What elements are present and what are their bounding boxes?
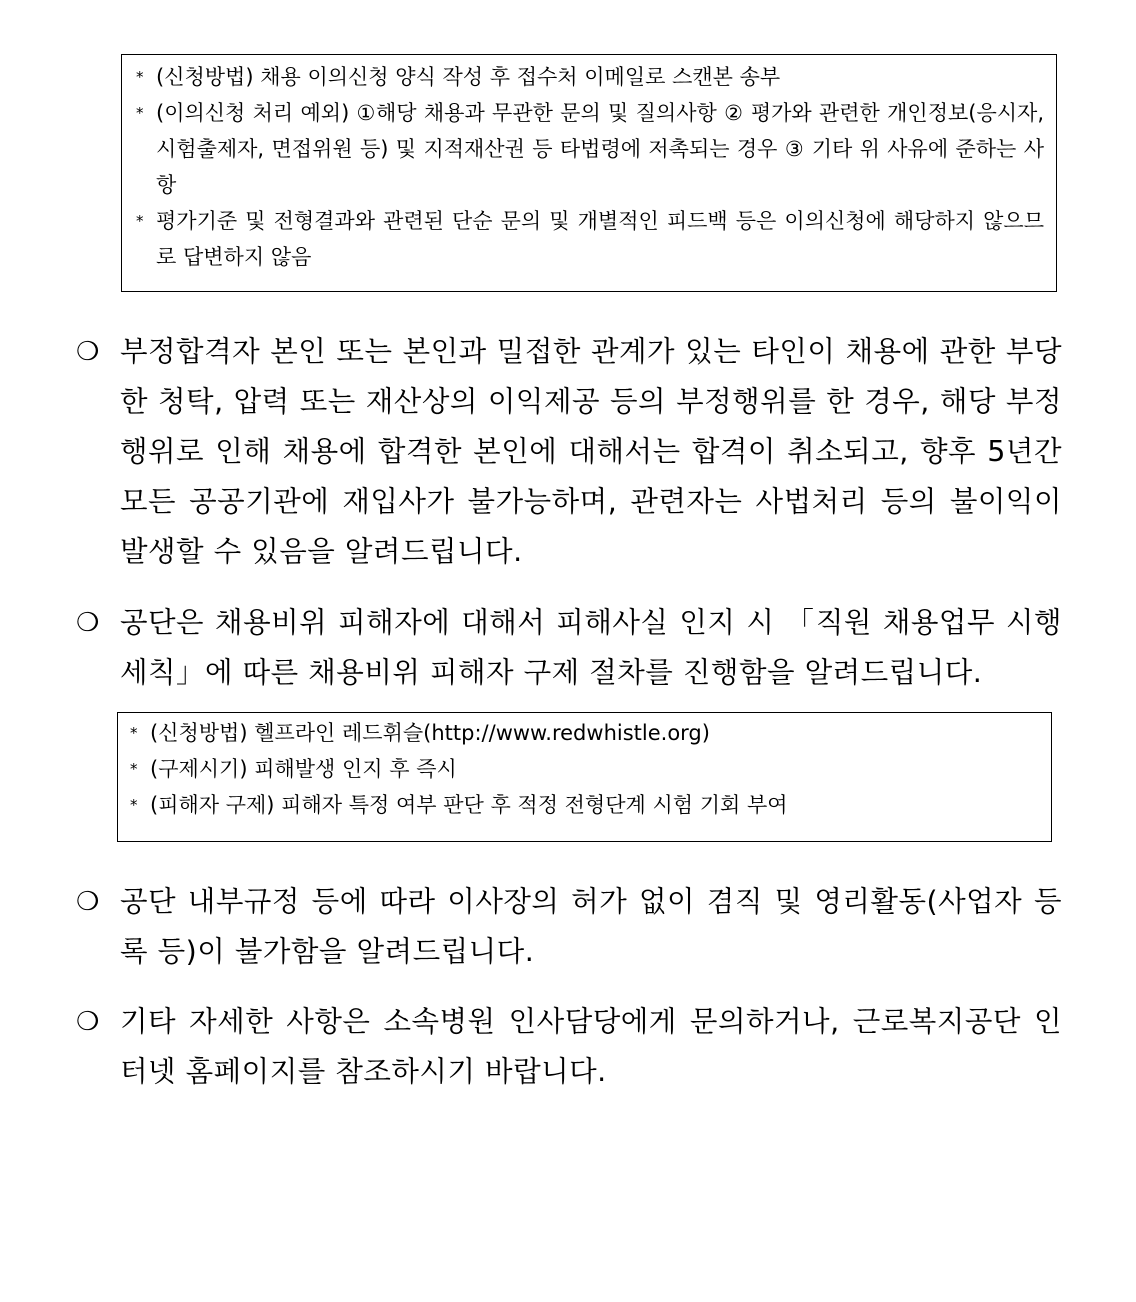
note-text: (구제시기) 피해발생 인지 후 즉시 [150, 757, 457, 781]
asterisk-bullet: * [130, 760, 138, 778]
paragraph-contact [76, 997, 1062, 1097]
note-item [120, 787, 1039, 823]
paragraph-text: 공단은 채용비위 피해자에 대해서 피해사실 인지 시 「직원 채용업무 시행세칙」에 따른 채용비위 피해자 구제 절차를 진행함을 알려드립니다. [120, 606, 1062, 689]
note-text: (이의신청 처리 예외) ①해당 채용과 무관한 문의 및 질의사항 ② 평가와 관련한 개인정보(응시자, 시험출제자, 면접위원 등) 및 지적재산권 등 타법령에 저촉되는 경우 ③ 기타 위 사유에 준하는 사항 [156, 101, 1044, 197]
note-item [120, 715, 1039, 751]
asterisk-bullet: * [130, 796, 138, 814]
note-text: (피해자 구제) 피해자 특정 여부 판단 후 적정 전형단계 시험 기회 부여 [150, 793, 788, 817]
paragraph-victim-relief [76, 598, 1062, 698]
circle-bullet-icon: ❍ [76, 887, 100, 917]
paragraph-text: 부정합격자 본인 또는 본인과 밀접한 관계가 있는 타인이 채용에 관한 부당한 청탁, 압력 또는 재산상의 이익제공 등의 부정행위를 한 경우, 해당 부정행위로 인해 채용에 합격한 본인에 대해서는 합격이 취소되고, 향후 5년간 모든 공공기관에 재입사가 불가능하며, 관련자는 사법처리 등의 불이익이 발생할 수 있음을 알려드립니다. [120, 335, 1062, 568]
note-item [126, 203, 1044, 275]
note-item [126, 95, 1044, 203]
note-item [126, 59, 1044, 95]
circle-bullet-icon: ❍ [76, 608, 100, 638]
asterisk-bullet: * [136, 212, 144, 230]
note-text: 평가기준 및 전형결과와 관련된 단순 문의 및 개별적인 피드백 등은 이의신청에 해당하지 않으므로 답변하지 않음 [156, 209, 1044, 269]
note-text: (신청방법) 헬프라인 레드휘슬(http://www.redwhistle.org) [150, 721, 710, 745]
paragraph-text: 공단 내부규정 등에 따라 이사장의 허가 없이 겸직 및 영리활동(사업자 등록 등)이 불가함을 알려드립니다. [120, 885, 1062, 968]
appeal-notice-box [121, 54, 1057, 292]
asterisk-bullet: * [136, 104, 144, 122]
paragraph-text: 기타 자세한 사항은 소속병원 인사담당에게 문의하거나, 근로복지공단 인터넷 홈페이지를 참조하시기 바랍니다. [120, 1005, 1062, 1088]
circle-bullet-icon: ❍ [76, 1007, 100, 1037]
paragraph-side-job [76, 877, 1062, 977]
circle-bullet-icon: ❍ [76, 337, 100, 367]
note-text: (신청방법) 채용 이의신청 양식 작성 후 접수처 이메일로 스캔본 송부 [156, 65, 781, 89]
paragraph-fraud-cancellation [76, 327, 1062, 577]
note-item [120, 751, 1039, 787]
asterisk-bullet: * [130, 724, 138, 742]
asterisk-bullet: * [136, 68, 144, 86]
relief-notice-box [117, 712, 1052, 842]
